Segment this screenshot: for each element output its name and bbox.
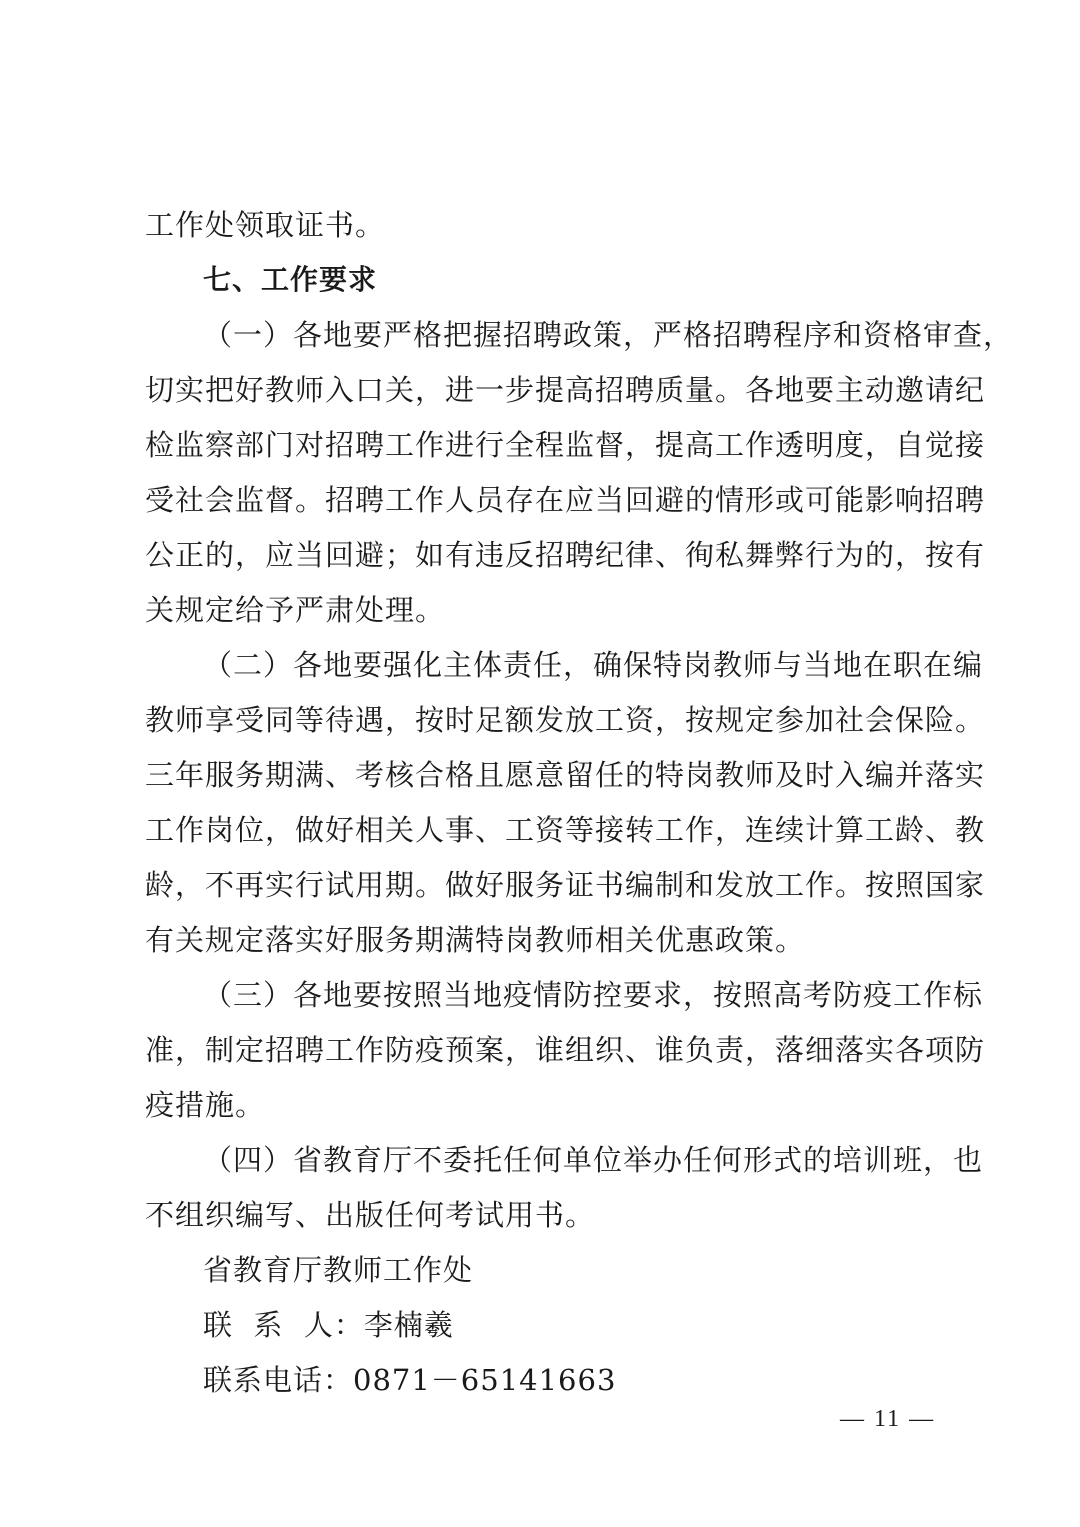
paragraph-1-line-6: 关规定给予严肃处理。 bbox=[145, 593, 446, 627]
contact-person: 联 系 人：李楠羲 bbox=[203, 1308, 454, 1342]
paragraph-1-line-4: 受社会监督。招聘工作人员存在应当回避的情形或可能影响招聘 bbox=[145, 483, 986, 517]
section-heading: 七、工作要求 bbox=[203, 263, 378, 296]
paragraph-2-line-2: 教师享受同等待遇，按时足额发放工资，按规定参加社会保险。 bbox=[145, 703, 986, 737]
paragraph-1-line-3: 检监察部门对招聘工作进行全程监督，提高工作透明度，自觉接 bbox=[145, 428, 986, 462]
paragraph-3-line-1: （三）各地要按照当地疫情防控要求，按照高考防疫工作标 bbox=[203, 978, 984, 1012]
paragraph-4-line-2: 不组织编写、出版任何考试用书。 bbox=[145, 1198, 596, 1232]
contact-phone: 联系电话：0871－65141663 bbox=[203, 1363, 617, 1397]
paragraph-2-line-4: 工作岗位，做好相关人事、工资等接转工作，连续计算工龄、教 bbox=[145, 813, 986, 847]
page-number: — 11 — bbox=[840, 1406, 936, 1432]
paragraph-3-line-3: 疫措施。 bbox=[145, 1088, 266, 1122]
paragraph-1-line-2: 切实把好教师入口关，进一步提高招聘质量。各地要主动邀请纪 bbox=[145, 373, 986, 407]
paragraph-4-line-1: （四）省教育厅不委托任何单位举办任何形式的培训班，也 bbox=[203, 1143, 984, 1177]
paragraph-2-line-1: （二）各地要强化主体责任，确保特岗教师与当地在职在编 bbox=[203, 648, 984, 682]
paragraph-2-line-3: 三年服务期满、考核合格且愿意留任的特岗教师及时入编并落实 bbox=[145, 758, 986, 792]
paragraph-1-line-1: （一）各地要严格把握招聘政策，严格招聘程序和资格审查， bbox=[203, 318, 1014, 352]
paragraph-2-line-6: 有关规定落实好服务期满特岗教师相关优惠政策。 bbox=[145, 923, 806, 957]
intro-line: 工作处领取证书。 bbox=[145, 208, 386, 242]
paragraph-3-line-2: 准，制定招聘工作防疫预案，谁组织、谁负责，落细落实各项防 bbox=[145, 1033, 986, 1067]
paragraph-1-line-5: 公正的，应当回避；如有违反招聘纪律、徇私舞弊行为的，按有 bbox=[145, 538, 986, 572]
contact-office: 省教育厅教师工作处 bbox=[203, 1253, 474, 1287]
paragraph-2-line-5: 龄，不再实行试用期。做好服务证书编制和发放工作。按照国家 bbox=[145, 868, 986, 902]
